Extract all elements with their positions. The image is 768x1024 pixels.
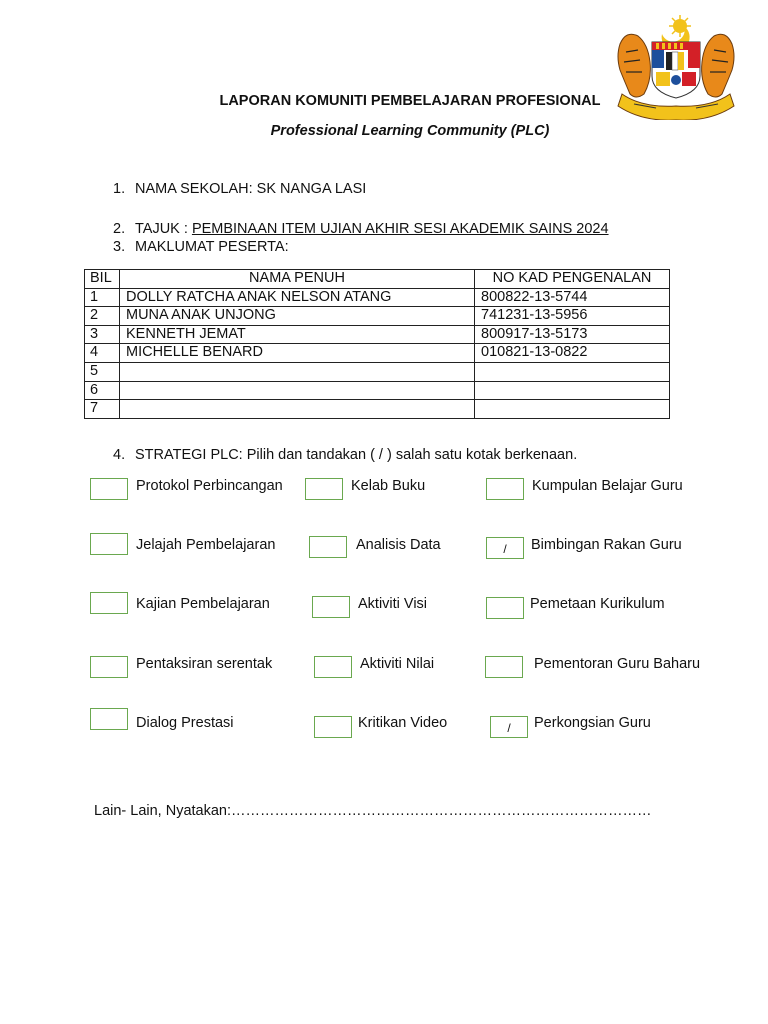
- topic-value: PEMBINAAN ITEM UJIAN AKHIR SESI AKADEMIK SAINS 2024: [191, 221, 609, 237]
- option-label: Jelajah Pembelajaran: [136, 537, 276, 553]
- option-label: Kumpulan Belajar Guru: [532, 478, 683, 494]
- report-subtitle: Professional Learning Community (PLC): [270, 123, 550, 139]
- topic-prefix: TAJUK :: [135, 221, 192, 237]
- checkbox-bimbingan-rakan-guru[interactable]: /: [486, 537, 524, 559]
- table-row: 7: [85, 400, 670, 419]
- checkbox-kumpulan-belajar-guru[interactable]: [486, 478, 524, 500]
- option-label: Pentaksiran serentak: [136, 656, 273, 672]
- option-label: Analisis Data: [356, 537, 441, 553]
- checkbox-protokol-perbincangan[interactable]: [90, 478, 128, 500]
- table-row: 1 DOLLY RATCHA ANAK NELSON ATANG 800822-13-5744: [85, 288, 670, 307]
- checkbox-pentaksiran-serentak[interactable]: [90, 656, 128, 678]
- option-label: Kritikan Video: [358, 715, 448, 731]
- option-label: Kelab Buku: [351, 478, 426, 494]
- participants-heading: MAKLUMAT PESERTA:: [135, 239, 289, 255]
- school-name-item: 1. NAMA SEKOLAH: SK NANGA LASI: [113, 181, 367, 197]
- table-header-row: [85, 270, 670, 289]
- report-title: LAPORAN KOMUNITI PEMBELAJARAN PROFESIONAL: [219, 93, 601, 109]
- option-label: Kajian Pembelajaran: [136, 596, 270, 612]
- checkbox-kritikan-video[interactable]: [314, 716, 352, 738]
- option-label: Pementoran Guru Baharu: [534, 656, 701, 672]
- checkbox-aktiviti-visi[interactable]: [312, 596, 350, 618]
- option-label: Protokol Perbincangan: [136, 478, 283, 494]
- table-row: 5: [85, 362, 670, 381]
- checkbox-jelajah-pembelajaran[interactable]: [90, 533, 128, 555]
- table-row: 2 MUNA ANAK UNJONG 741231-13-5956: [85, 307, 670, 326]
- checkbox-pementoran-guru-baharu[interactable]: [485, 656, 523, 678]
- table-row: 4 MICHELLE BENARD 010821-13-0822: [85, 344, 670, 363]
- participants-item: 3. MAKLUMAT PESERTA:: [113, 239, 289, 255]
- table-row: 3 KENNETH JEMAT 800917-13-5173: [85, 325, 670, 344]
- checkbox-aktiviti-nilai[interactable]: [314, 656, 352, 678]
- header-bil: BIL: [85, 270, 120, 289]
- option-label: Dialog Prestasi: [136, 715, 234, 731]
- checkbox-kajian-pembelajaran[interactable]: [90, 592, 128, 614]
- option-label: Aktiviti Visi: [358, 596, 428, 612]
- header-nama: NAMA PENUH: [120, 270, 475, 289]
- checkbox-pemetaan-kurikulum[interactable]: [486, 597, 524, 619]
- checkbox-kelab-buku[interactable]: [305, 478, 343, 500]
- participants-table: [84, 269, 670, 419]
- strategy-item: 4. STRATEGI PLC: Pilih dan tandakan ( / ) salah satu kotak berkenaan.: [113, 447, 578, 463]
- option-label: Pemetaan Kurikulum: [530, 596, 665, 612]
- checkbox-perkongsian-guru[interactable]: /: [490, 716, 528, 738]
- checkbox-dialog-prestasi[interactable]: [90, 708, 128, 730]
- strategy-instruction: Pilih dan tandakan ( / ) salah satu kotak berkenaan.: [246, 447, 578, 463]
- school-name-text: NAMA SEKOLAH: SK NANGA LASI: [135, 181, 367, 197]
- option-label: Perkongsian Guru: [534, 715, 651, 731]
- topic-item: 2. TAJUK : PEMBINAAN ITEM UJIAN AKHIR SESI AKADEMIK SAINS 2024: [113, 221, 609, 237]
- header-ic: NO KAD PENGENALAN: [475, 270, 670, 289]
- option-label: Bimbingan Rakan Guru: [531, 537, 682, 553]
- table-row: 6: [85, 381, 670, 400]
- option-label: Aktiviti Nilai: [360, 656, 435, 672]
- strategy-label: STRATEGI PLC:: [135, 447, 247, 463]
- checkbox-analisis-data[interactable]: [309, 536, 347, 558]
- other-specify-line: Lain- Lain, Nyatakan:……………………………………………………………………………: [94, 803, 652, 819]
